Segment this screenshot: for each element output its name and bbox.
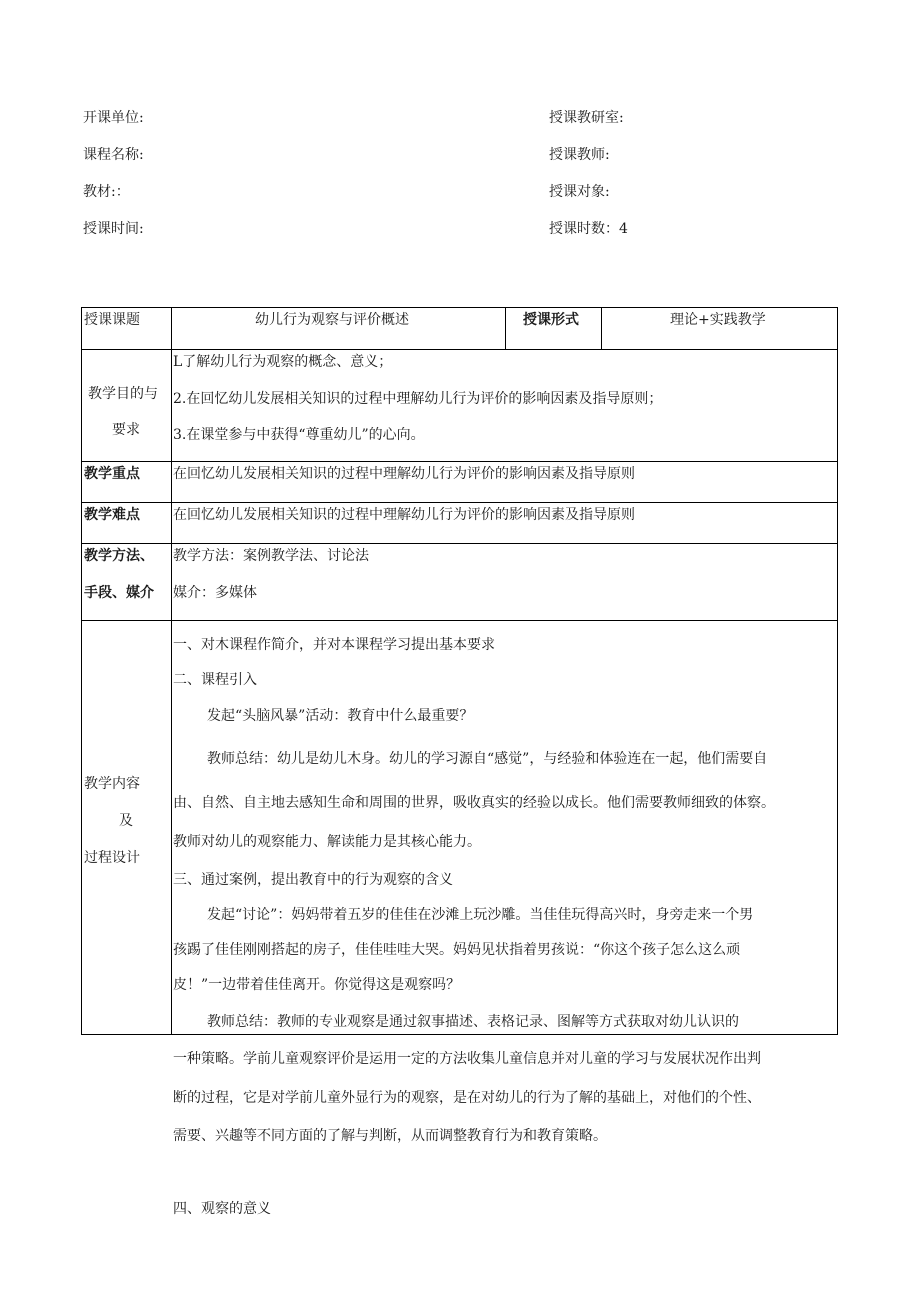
methods-value: 教学方法：案例教学法、讨论法 bbox=[173, 548, 369, 564]
topic-label: 授课课题 bbox=[84, 312, 140, 328]
content-line: 皮！”一边带着佳佳离开。你觉得这是观察吗？ bbox=[173, 977, 461, 993]
topic-value: 幼儿行为观察与评价概述 bbox=[255, 312, 409, 328]
content-label: 教学内容 bbox=[84, 776, 140, 792]
methods-label-cont: 手段、媒介 bbox=[84, 585, 154, 601]
methods-label: 教学方法、 bbox=[84, 548, 154, 564]
textbook-label: 教材:： bbox=[83, 184, 130, 200]
table-row-divider bbox=[81, 461, 838, 462]
hours-label: 授课时数：4 bbox=[549, 221, 628, 237]
time-label: 授课时间: bbox=[83, 221, 144, 237]
form-label: 授课形式 bbox=[523, 312, 579, 328]
goal-item: L了解幼儿行为观察的概念、意义； bbox=[173, 354, 393, 370]
content-line: 孩踢了佳佳刚刚搭起的房子，佳佳哇哇大哭。妈妈见状指着男孩说：“你这个孩子怎么这么顽 bbox=[173, 942, 741, 958]
form-value: 理论+实践教学 bbox=[670, 312, 766, 328]
content-line: 教师对幼儿的观察能力、解读能力是其核心能力。 bbox=[173, 834, 481, 850]
table-border-top bbox=[81, 307, 838, 308]
content-line: 发起“头脑风暴”活动：教育中什么最重要？ bbox=[207, 708, 474, 724]
goal-item: 2.在回忆幼儿发展相关知识的过程中理解幼儿行为评价的影响因素及指导原则； bbox=[173, 391, 663, 407]
table-border-right bbox=[837, 307, 838, 1035]
content-line: 教师总结：幼儿是幼儿木身。幼儿的学习源自“感觉”，与经验和体验连在一起，他们需要自 bbox=[207, 751, 768, 767]
course-label: 课程名称: bbox=[83, 147, 144, 163]
difficulty-value: 在回忆幼儿发展相关知识的过程中理解幼儿行为评价的影响因素及指导原则 bbox=[173, 507, 635, 523]
goals-label-cont: 要求 bbox=[112, 422, 140, 438]
section-heading: 四、观察的意义 bbox=[173, 1201, 271, 1217]
audience-label: 授课对象: bbox=[549, 184, 610, 200]
teacher-label: 授课教师: bbox=[549, 147, 610, 163]
process-label: 过程设计 bbox=[84, 850, 140, 866]
content-line: 发起“讨论”：妈妈带着五岁的佳佳在沙滩上玩沙雕。当佳佳玩得高兴时，身旁走来一个男 bbox=[207, 907, 754, 923]
content-label-and: 及 bbox=[119, 813, 133, 829]
table-row-divider bbox=[81, 620, 838, 621]
key-point-label: 教学重点 bbox=[84, 466, 140, 482]
unit-label: 开课单位: bbox=[83, 110, 144, 126]
content-line: 由、自然、自主地去感知生命和周围的世界，吸收真实的经验以成长。他们需要教师细致的体察。 bbox=[173, 795, 775, 811]
goals-label: 教学目的与 bbox=[88, 386, 158, 402]
media-value: 媒介：多媒体 bbox=[173, 585, 257, 601]
table-border-bottom bbox=[81, 1034, 838, 1035]
content-line: 教师总结：教师的专业观察是通过叙事描述、表格记录、图解等方式获取对幼儿认识的 bbox=[207, 1014, 739, 1030]
content-line: 二、课程引入 bbox=[173, 672, 257, 688]
table-col-divider bbox=[601, 307, 602, 350]
key-point-value: 在回忆幼儿发展相关知识的过程中理解幼儿行为评价的影响因素及指导原则 bbox=[173, 466, 635, 482]
goal-item: 3.在课堂参与中获得“尊重幼儿”的心向。 bbox=[173, 427, 425, 443]
table-border-left bbox=[81, 307, 82, 1035]
table-row-divider bbox=[81, 502, 838, 503]
content-line: 一、对木课程作简介，并对本课程学习提出基本要求 bbox=[173, 637, 495, 653]
table-col-divider bbox=[505, 307, 506, 350]
body-line: 需要、兴趣等不同方面的了解与判断，从而调整教育行为和教育策略。 bbox=[173, 1128, 607, 1144]
table-row-divider bbox=[81, 349, 838, 350]
table-row-divider bbox=[81, 543, 838, 544]
room-label: 授课教研室: bbox=[549, 110, 624, 126]
difficulty-label: 教学难点 bbox=[84, 507, 140, 523]
table-col-divider bbox=[171, 307, 172, 1035]
body-line: 一种策略。学前儿童观察评价是运用一定的方法收集儿童信息并对儿童的学习与发展状况作出判 bbox=[173, 1051, 761, 1067]
body-line: 断的过程，它是对学前儿童外显行为的观察，是在对幼儿的行为了解的基础上，对他们的个性、 bbox=[173, 1090, 761, 1106]
content-line: 三、通过案例，提出教育中的行为观察的含义 bbox=[173, 872, 453, 888]
